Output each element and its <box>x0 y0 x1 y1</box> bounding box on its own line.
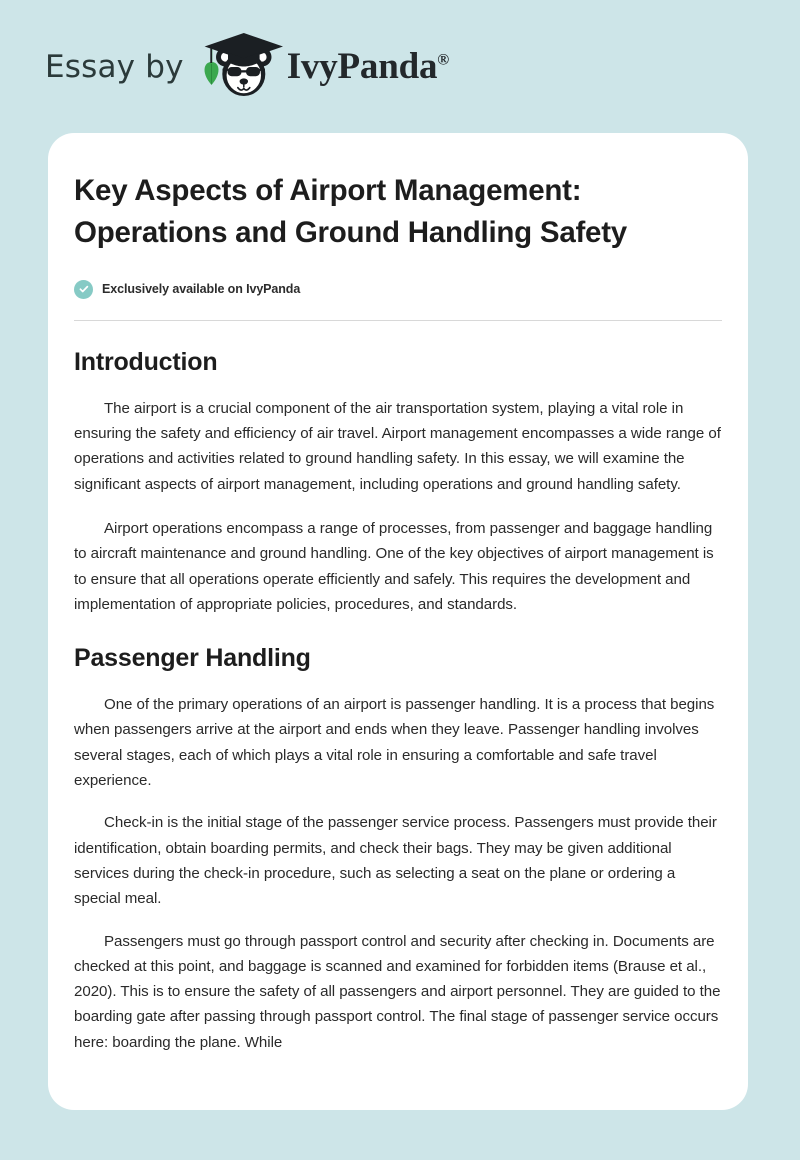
ivypanda-logo[interactable] <box>201 31 449 103</box>
section-heading-introduction: Introduction <box>74 347 218 376</box>
panda-graduation-cap-icon <box>201 31 285 103</box>
brand-header <box>0 0 800 133</box>
title-divider <box>74 320 722 321</box>
brand-wordmark <box>287 45 449 88</box>
check-circle-icon <box>74 280 93 299</box>
page-title: Key Aspects of Airport Management: Operations and Ground Handling Safety <box>74 174 627 249</box>
paragraph: The airport is a crucial component of the air transportation system, playing a vital role in ensuring the safety and efficiency of air travel. Airport management encompasses a wide range of operations and activities related to ground handling safety. In this essay, we will examine the significant aspects of airport management, including operations and ground handling safety. <box>74 399 721 493</box>
essay-paper-card <box>48 133 748 1110</box>
paragraph: Airport operations encompass a range of processes, from passenger and baggage handling to aircraft maintenance and ground handling. One of the key objectives of airport management is to ensure that all operations operate efficiently and safely. This requires the development and implementation of appropriate policies, procedures, and standards. <box>74 519 714 613</box>
paragraph: Check-in is the initial stage of the passenger service process. Passengers must provide their identification, obtain boarding permits, and check their bags. They may be given additional services during the check-in procedure, such as selecting a seat on the plane or ordering a special meal. <box>74 814 717 908</box>
paragraph: Passengers must go through passport control and security after checking in. Documents are checked at this point, and baggage is scanned and examined for forbidden items (Brause et al., 2020). This is to ensure the safety of all passengers and airport personnel. They are guided to the boarding gate after passing through passport control. The final stage of passenger service occurs here: boarding the plane. While <box>74 932 721 1051</box>
section-heading-passenger-handling: Passenger Handling <box>74 644 311 673</box>
exclusivity-badge <box>74 280 722 299</box>
brand-name: IvyPanda <box>286 46 438 87</box>
exclusivity-label: Exclusively available on IvyPanda <box>102 282 301 297</box>
paragraph: One of the primary operations of an airport is passenger handling. It is a process that begins when passengers arrive at the airport and ends when they leave. Passenger handling involves several stages, each of which plays a vital role in ensuring a comfortable and safe travel experience. <box>74 696 715 790</box>
registered-trademark-symbol: ® <box>437 51 450 69</box>
essay-by-label: Essay by <box>45 48 184 85</box>
